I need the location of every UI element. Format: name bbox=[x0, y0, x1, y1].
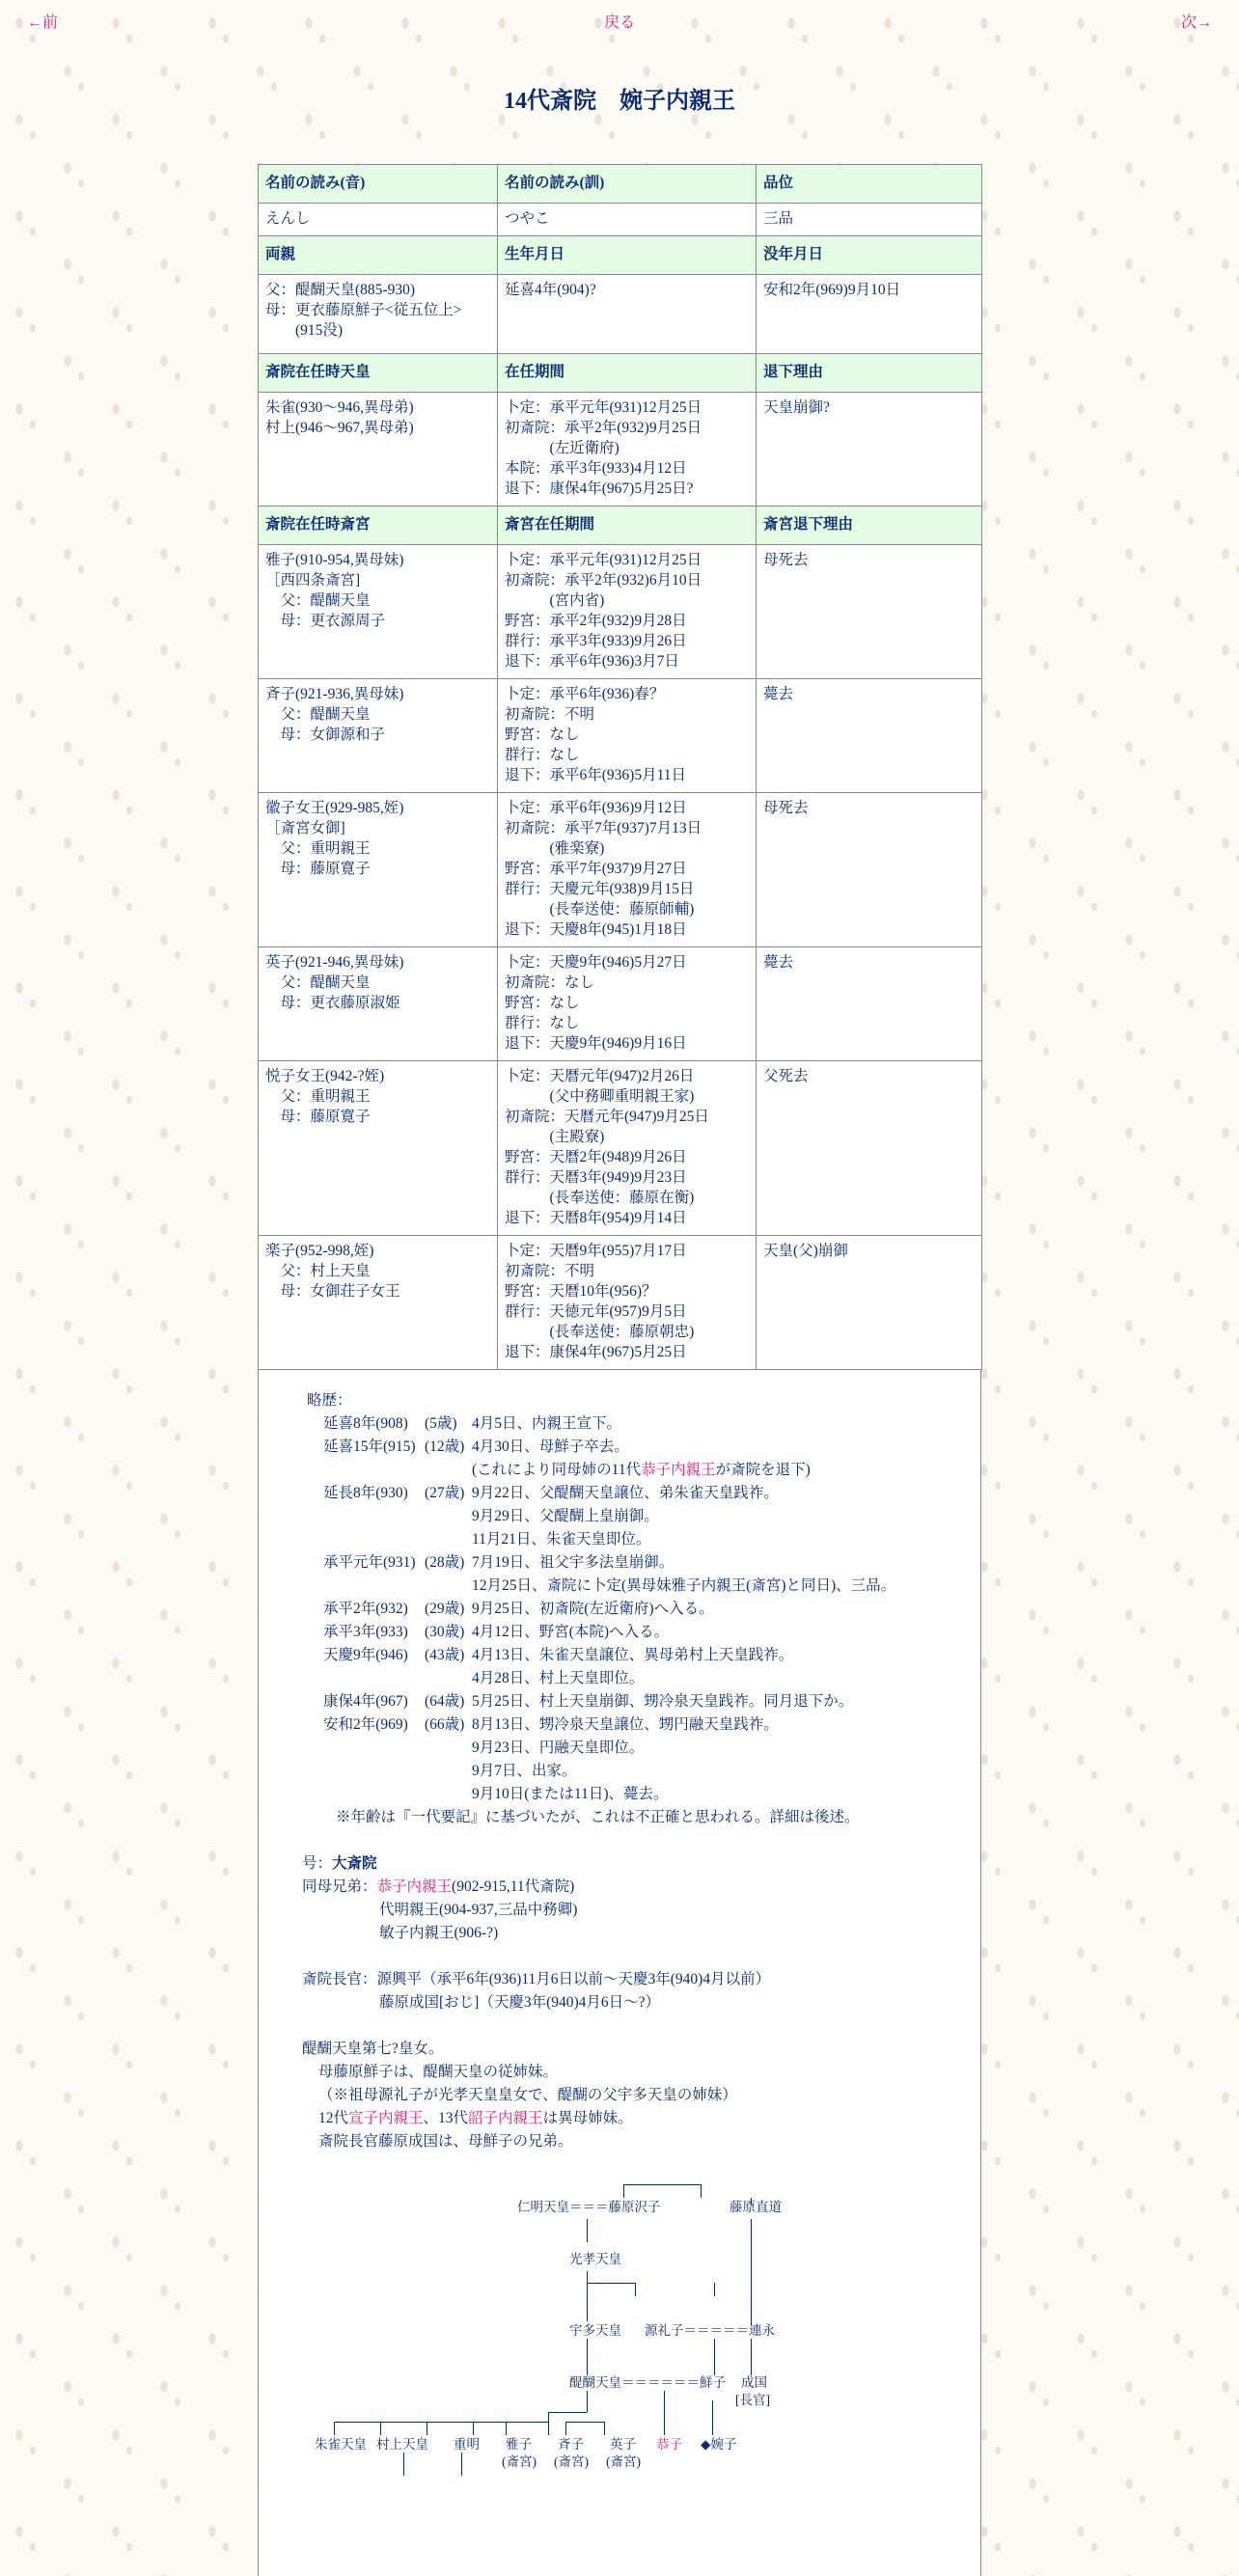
page-title: 14代斎院 婉子内親王 bbox=[504, 89, 735, 114]
tree-node-note: (斎宮) bbox=[554, 2454, 589, 2469]
next-link[interactable]: 次→ bbox=[1180, 14, 1212, 31]
family-tree bbox=[259, 2177, 980, 2495]
event-age: (29歳) bbox=[425, 1601, 465, 1617]
event-year: 承平3年(933) bbox=[323, 1624, 408, 1640]
table-cell: 天皇崩御? bbox=[757, 393, 982, 507]
table-cell: 父：醍醐天皇(885-930) 母：更衣藤原鮮子<従五位上> (915没) bbox=[259, 275, 498, 354]
timeline-row bbox=[323, 1667, 980, 1690]
biography-section bbox=[258, 1370, 981, 2576]
timeline-row bbox=[323, 1737, 980, 1760]
table-cell: えんし bbox=[259, 204, 498, 236]
table-row bbox=[259, 947, 982, 1061]
event-text: 9月29日、父醍醐上皇崩御。 bbox=[472, 1508, 659, 1524]
kyoko-sibling-link[interactable]: 恭子内親王 bbox=[376, 1878, 453, 1895]
tree-node: 英子 bbox=[610, 2437, 636, 2452]
event-year: 延喜8年(908) bbox=[323, 1415, 408, 1432]
tree-line bbox=[403, 2453, 404, 2476]
event-year: 承平2年(932) bbox=[323, 1601, 408, 1617]
senshi-link[interactable]: 宣子内親王 bbox=[348, 2110, 424, 2126]
table-cell: 薨去 bbox=[757, 947, 982, 1061]
tree-line bbox=[380, 2422, 381, 2435]
notes-line: （※祖母源礼子が光孝天皇皇女で、醍醐の父宇多天皇の姉妹） bbox=[318, 2087, 737, 2103]
tree-line bbox=[548, 2412, 587, 2413]
header-cell: 斎宮在任期間 bbox=[498, 507, 757, 545]
timeline-row bbox=[323, 1551, 980, 1575]
tree-line bbox=[623, 2184, 624, 2198]
event-year: 延喜15年(915) bbox=[323, 1439, 416, 1455]
timeline-row bbox=[323, 1505, 980, 1528]
content-container bbox=[258, 164, 981, 2576]
text: 12代 bbox=[318, 2110, 349, 2126]
event-text: 4月12日、野宮(本院)へ入る。 bbox=[472, 1624, 670, 1640]
tree-line bbox=[565, 2422, 566, 2435]
table-row bbox=[259, 1061, 982, 1236]
event-text: 4月5日、内親王宣下。 bbox=[472, 1415, 622, 1432]
header-cell: 退下理由 bbox=[757, 354, 982, 393]
event-year: 康保4年(967) bbox=[323, 1693, 408, 1710]
event-text: 4月28日、村上天皇即位。 bbox=[472, 1670, 645, 1686]
event-text: (これにより同母姉の11代恭子内親王が斎院を退下) bbox=[472, 1462, 811, 1478]
tree-node: 光孝天皇 bbox=[569, 2252, 621, 2266]
event-age: (66歳) bbox=[425, 1716, 465, 1733]
header-cell: 両親 bbox=[259, 236, 498, 275]
prev-link[interactable]: ←前 bbox=[27, 14, 59, 31]
table-row bbox=[259, 1236, 982, 1370]
age-note: ※年齢は『一代要記』に基づいたが、これは不正確と思われる。詳細は後述。 bbox=[336, 1809, 860, 1825]
table-cell: 卜定：天慶9年(946)5月27日 初斎院：なし 野宮：なし 群行：なし 退下：天慶9年(946)9月16日 bbox=[498, 947, 757, 1061]
timeline-row bbox=[323, 1528, 980, 1551]
event-age: (28歳) bbox=[425, 1554, 465, 1571]
event-age: (27歳) bbox=[425, 1485, 465, 1501]
event-age: (30歳) bbox=[425, 1624, 465, 1640]
tree-line bbox=[587, 2283, 635, 2284]
event-text: 9月25日、初斎院(左近衛府)へ入る。 bbox=[472, 1601, 714, 1617]
header-cell: 没年月日 bbox=[757, 236, 982, 275]
table-cell: 延喜4年(904)? bbox=[498, 275, 757, 354]
notes-paragraph: 醍醐天皇第七?皇女。 bbox=[302, 2041, 444, 2057]
text: は異母姉妹。 bbox=[542, 2110, 633, 2126]
go-value: 大斎院 bbox=[332, 1855, 377, 1872]
tree-line bbox=[751, 2219, 752, 2325]
header-cell: 斎院在任時斎宮 bbox=[259, 507, 498, 545]
table-cell: 卜定：天暦9年(955)7月17日 初斎院：不明 野宮：天暦10年(956)？ 群行：天徳元年(957)9月5日 (長奉送使：藤原朝忠) 退下：康保4年(967)5月25日 bbox=[498, 1236, 757, 1370]
tree-line bbox=[334, 2422, 335, 2435]
table-row bbox=[259, 204, 982, 236]
table-cell: 卜定：承平6年(936)春？ 初斎院：不明 野宮：なし 群行：なし 退下：承平6年(936)5月11日 bbox=[498, 679, 757, 793]
timeline-row bbox=[323, 1482, 980, 1505]
tree-line bbox=[506, 2422, 507, 2435]
event-age: (64歳) bbox=[425, 1693, 465, 1710]
timeline-row bbox=[323, 1575, 980, 1598]
table-cell: 母死去 bbox=[757, 545, 982, 679]
table-cell: 楽子(952-998,姪) 父：村上天皇 母：女御荘子女王 bbox=[259, 1236, 498, 1370]
event-year: 天慶9年(946) bbox=[323, 1647, 408, 1663]
header-cell: 品位 bbox=[757, 165, 982, 204]
timeline-row bbox=[323, 1459, 980, 1482]
table-row bbox=[259, 275, 982, 354]
tree-node: 藤原直道 bbox=[730, 2200, 782, 2214]
tree-line bbox=[461, 2453, 462, 2476]
event-text: 4月30日、母鮮子卒去。 bbox=[472, 1439, 629, 1455]
notes-line: 母藤原鮮子は、醍醐天皇の従姉妹。 bbox=[318, 2064, 559, 2080]
tree-node-self: ◆婉子 bbox=[701, 2437, 737, 2452]
tree-line bbox=[712, 2400, 713, 2435]
tree-line bbox=[587, 2391, 588, 2412]
tree-line bbox=[587, 2283, 588, 2321]
siblings-section bbox=[259, 1876, 980, 1899]
tree-line bbox=[587, 2271, 588, 2283]
table-cell: 卜定：承平元年(931)12月25日 初斎院：承平2年(932)6月10日 (宮内省) 野宮：承平2年(932)9月28日 群行：承平3年(933)9月26日 退下：承平6年(936)3月7日 bbox=[498, 545, 757, 679]
siblings-label: 同母兄弟： bbox=[302, 1878, 377, 1895]
table-row bbox=[259, 393, 982, 507]
table-cell: 三品 bbox=[757, 204, 982, 236]
tree-node: 成国 bbox=[741, 2375, 767, 2390]
event-age: (5歳) bbox=[425, 1415, 457, 1432]
chokan-item: 藤原成国[おじ]（天慶3年(940)4月6日～?） bbox=[379, 1994, 661, 2011]
bio-heading: 略歴： bbox=[307, 1392, 352, 1409]
table-cell: 安和2年(969)9月10日 bbox=[757, 275, 982, 354]
table-cell: 母死去 bbox=[757, 793, 982, 947]
tree-node: 醍醐天皇＝＝＝＝＝＝鮮子 bbox=[569, 2375, 726, 2390]
title-section bbox=[259, 1852, 980, 1876]
table-cell: 朱雀(930～946,異母弟) 村上(946～967,異母弟) bbox=[259, 393, 498, 507]
tree-node: 宇多天皇 bbox=[569, 2323, 621, 2338]
tree-node: 斉子 bbox=[558, 2437, 584, 2452]
go-label: 号： bbox=[302, 1855, 333, 1872]
tree-line bbox=[701, 2184, 702, 2198]
tree-line bbox=[548, 2422, 549, 2435]
tree-line bbox=[604, 2422, 605, 2435]
tree-node: 村上天皇 bbox=[376, 2437, 428, 2452]
event-text: 5月25日、村上天皇崩御、甥冷泉天皇践祚。同月退下か。 bbox=[472, 1693, 854, 1710]
event-text: 9月23日、円融天皇即位。 bbox=[472, 1740, 645, 1756]
header-cell: 名前の読み(訓) bbox=[498, 165, 757, 204]
header-cell: 斎院在任時天皇 bbox=[259, 354, 498, 393]
event-text: 4月13日、朱雀天皇譲位、異母弟村上天皇践祚。 bbox=[472, 1647, 794, 1663]
event-text: 9月10日(または11日)、薨去。 bbox=[472, 1786, 669, 1802]
table-cell: 卜定：天暦元年(947)2月26日 (父中務卿重明親王家) 初斎院：天暦元年(947)9月25日 (主殿寮) 野宮：天暦2年(948)9月26日 群行：天暦3年(949)9月23日 (長奉送使：藤原在衡) 退下：天暦8年(954)9月14日 bbox=[498, 1061, 757, 1236]
header-row bbox=[259, 507, 982, 545]
event-year: 延長8年(930) bbox=[323, 1485, 408, 1501]
tree-node: 朱雀天皇 bbox=[315, 2437, 367, 2452]
table-cell: 父死去 bbox=[757, 1061, 982, 1236]
header-cell: 斎宮退下理由 bbox=[757, 507, 982, 545]
header-cell: 生年月日 bbox=[498, 236, 757, 275]
tree-node-note: (斎宮) bbox=[606, 2454, 641, 2469]
timeline bbox=[259, 1412, 980, 1806]
sibling-item: 敏子内親王(906-?) bbox=[379, 1925, 499, 1941]
text: 、13代 bbox=[423, 2110, 469, 2126]
header-cell: 名前の読み(音) bbox=[259, 165, 498, 204]
table-cell: 卜定：承平6年(936)9月12日 初斎院：承平7年(937)7月13日 (雅楽寮) 野宮：承平7年(937)9月27日 群行：天慶元年(938)9月15日 (長奉送使：藤原師輔) 退下：天慶8年(945)1月18日 bbox=[498, 793, 757, 947]
table-cell: 悦子女王(942-?姪) 父：重明親王 母：藤原寛子 bbox=[259, 1061, 498, 1236]
kyoko-link[interactable]: 恭子内親王 bbox=[641, 1462, 716, 1478]
table-cell: 雅子(910-954,異母妹) ［西四条斎宮] 父：醍醐天皇 母：更衣源周子 bbox=[259, 545, 498, 679]
table-cell: 薨去 bbox=[757, 679, 982, 793]
table-cell: 英子(921-946,異母妹) 父：醍醐天皇 母：更衣藤原淑姫 bbox=[259, 947, 498, 1061]
table-cell: 徽子女王(929-985,姪) ［斎宮女御] 父：重明親王 母：藤原寛子 bbox=[259, 793, 498, 947]
header-row bbox=[259, 236, 982, 275]
tree-line bbox=[714, 2283, 715, 2296]
event-text: 9月7日、出家。 bbox=[472, 1763, 577, 1779]
sibling-item: 代明親王(904-937,三品中務卿) bbox=[379, 1902, 578, 1918]
header-row bbox=[259, 354, 982, 393]
timeline-row bbox=[323, 1760, 980, 1783]
header-row bbox=[259, 165, 982, 204]
event-text: 7月19日、祖父宇多法皇崩御。 bbox=[472, 1554, 675, 1571]
tree-line bbox=[565, 2422, 604, 2423]
notes-line: 斎院長官藤原成国は、母鮮子の兄弟。 bbox=[318, 2133, 573, 2150]
notes-line bbox=[259, 2107, 980, 2130]
tree-node: 仁明天皇＝＝＝藤原沢子 bbox=[517, 2200, 661, 2214]
table-cell: 天皇(父)崩御 bbox=[757, 1236, 982, 1370]
profile-table bbox=[258, 164, 982, 1370]
tree-line bbox=[635, 2283, 636, 2296]
timeline-row bbox=[323, 1598, 980, 1621]
tree-line bbox=[623, 2184, 701, 2185]
tree-line bbox=[334, 2422, 548, 2423]
timeline-row bbox=[323, 1690, 980, 1713]
tree-line bbox=[664, 2400, 665, 2435]
timeline-row bbox=[323, 1436, 980, 1459]
tree-line bbox=[714, 2339, 715, 2375]
back-link[interactable]: 戻る bbox=[604, 14, 636, 31]
timeline-row bbox=[323, 1621, 980, 1644]
tree-line bbox=[548, 2412, 549, 2422]
tree-node: 雅子 bbox=[506, 2437, 532, 2452]
timeline-row bbox=[323, 1783, 980, 1806]
event-year: 承平元年(931) bbox=[323, 1554, 416, 1571]
event-text: 8月13日、甥冷泉天皇譲位、甥円融天皇践祚。 bbox=[472, 1716, 779, 1733]
table-cell: つやこ bbox=[498, 204, 757, 236]
sibling-detail: (902-915,11代斎院) bbox=[452, 1878, 575, 1895]
table-cell: 卜定：承平元年(931)12月25日 初斎院：承平2年(932)9月25日 (左近衛府) 本院：承平3年(933)4月12日 退下：康保4年(967)5月25日? bbox=[498, 393, 757, 507]
tree-node-kyoko[interactable]: 恭子 bbox=[656, 2437, 682, 2452]
tree-node-note: [長官] bbox=[735, 2393, 770, 2407]
timeline-row bbox=[323, 1412, 980, 1436]
chokan-label: 斎院長官： bbox=[302, 1971, 377, 1987]
tree-node: 重明 bbox=[454, 2437, 480, 2452]
event-year: 安和2年(969) bbox=[323, 1716, 408, 1733]
table-cell: 斉子(921-936,異母妹) 父：醍醐天皇 母：女御源和子 bbox=[259, 679, 498, 793]
event-text: 12月25日、斎院に卜定(異母妹雅子内親王(斎宮)と同日)、三品。 bbox=[472, 1577, 896, 1594]
table-row bbox=[259, 679, 982, 793]
tree-node-note: (斎宮) bbox=[502, 2454, 537, 2469]
header-cell: 在任期間 bbox=[498, 354, 757, 393]
timeline-row bbox=[323, 1713, 980, 1737]
tree-line bbox=[587, 2339, 588, 2375]
shoshi-link[interactable]: 韶子内親王 bbox=[468, 2110, 543, 2126]
event-age: (43歳) bbox=[425, 1647, 465, 1663]
tree-line bbox=[587, 2219, 588, 2242]
table-row bbox=[259, 793, 982, 947]
table-row bbox=[259, 545, 982, 679]
event-age: (12歳) bbox=[425, 1439, 465, 1455]
tree-node: 源礼子＝＝＝＝＝連永 bbox=[645, 2323, 775, 2338]
timeline-row bbox=[323, 1644, 980, 1667]
event-text: 9月22日、父醍醐天皇譲位、弟朱雀天皇践祚。 bbox=[472, 1485, 779, 1501]
chokan-section bbox=[259, 1968, 980, 1991]
event-text: 11月21日、朱雀天皇即位。 bbox=[472, 1531, 651, 1548]
chokan-item: 源興平（承平6年(936)11月6日以前～天慶3年(940)4月以前） bbox=[376, 1971, 771, 1987]
tree-line bbox=[473, 2422, 474, 2435]
tree-line bbox=[751, 2339, 752, 2375]
